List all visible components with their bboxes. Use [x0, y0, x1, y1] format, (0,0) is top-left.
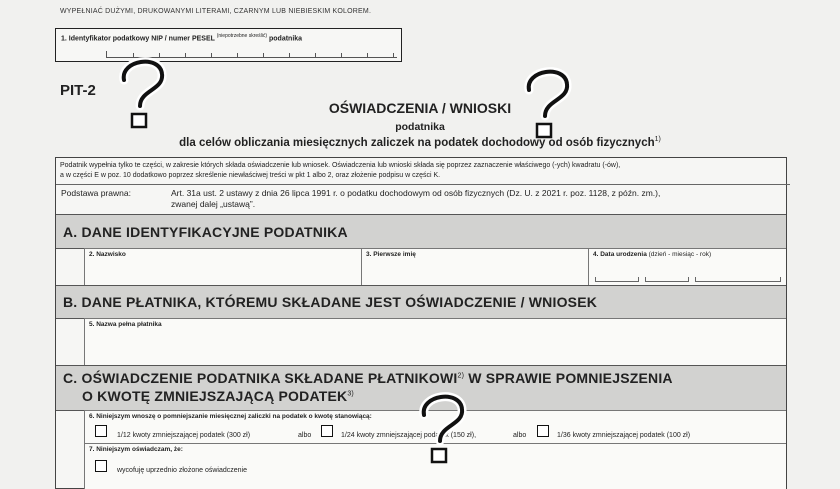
section-c-field-6: 6. Niniejszym wnoszę o pomniejszanie miesięcznej zaliczki na podatek o kwotę stanowiącą: 1/12 kwoty zmniejszającej podatek (300 zł) albo 1/24 kwoty zmniejszającej podatek (150 zł), albo 1/36 kwoty zmniejszającej podatek (100 zł) [84, 410, 786, 443]
nip-pesel-box[interactable] [55, 28, 402, 62]
form-code: PIT-2 [60, 82, 96, 99]
legal-basis-label: Podstawa prawna: [61, 188, 131, 198]
legal-basis-text: Art. 31a ust. 2 ustawy z dnia 26 lipca 1991 r. o podatku dochodowym od osób fizycznych (Dz. U. z 2021 r. poz. 1128, z późn. zm.), zwanej dalej „ustawą”. [171, 188, 661, 209]
birth-date-slots [595, 277, 775, 282]
page-title: OŚWIADCZENIA / WNIOSKI [328, 100, 512, 116]
birth-date-field[interactable]: 4. Data urodzenia (dzień - miesiąc - rok) [588, 249, 787, 285]
section-c-field-7: 7. Niniejszym oświadczam, że: wycofuję uprzednio złożone oświadczenie [84, 443, 786, 489]
option-1-12-label: 1/12 kwoty zmniejszającej podatek (300 zł) [117, 432, 251, 439]
top-instruction: WYPEŁNIAĆ DUŻYMI, DRUKOWANYMI LITERAMI, CZARNYM LUB NIEBIESKIM KOLOREM. [60, 8, 372, 15]
question-mark-icon [110, 50, 170, 130]
nip-label: 1. Identyfikator podatkowy NIP / numer PESEL $^{(niepotrzebne skreślić)}$ podatnika [61, 33, 303, 43]
payer-name-field[interactable]: 5. Nazwa pełna płatnika [84, 319, 787, 365]
question-mark-icon [515, 60, 575, 140]
option-1-12-checkbox[interactable] [95, 425, 107, 437]
withdraw-checkbox[interactable] [95, 460, 107, 472]
page-subtitle: podatnika [395, 121, 445, 133]
section-a-header: A. DANE IDENTYFIKACYJNE PODATNIKA [56, 214, 786, 249]
option-1-24-label: 1/24 kwoty zmniejszającej podatek (150 zł), [341, 432, 477, 439]
or-label: albo [298, 432, 312, 439]
section-b-fields [84, 318, 786, 365]
first-name-field[interactable]: 3. Pierwsze imię [361, 249, 588, 285]
section-c-header: C. OŚWIADCZENIE PODATNIKA SKŁADANE PŁATNIKOWI$^{2)}$ W SPRAWIE POMNIEJSZENIA O KWOTĘ ZMNIEJSZAJĄCĄ PODATEK$^{3)}$ [56, 365, 786, 411]
section-a-fields [84, 248, 786, 285]
instructions: Podatnik wypełnia tylko te części, w zakresie których składa oświadczenie lub wniosek. Oświadczenia lub wnioski składa się poprzez zaznaczenie właściwego (-ych) kwadratu (-ów), a w części E w poz. 10 dodatkowo poprzez skreślenie niewłaściwej treści w pkt 1 albo 2, oraz złożenie podpisu w części K. [56, 158, 790, 185]
section-b-header: B. DANE PŁATNIKA, KTÓREMU SKŁADANE JEST OŚWIADCZENIE / WNIOSEK [56, 285, 786, 319]
or-label-2: albo [513, 432, 527, 439]
page-subtitle-2: dla celów obliczania miesięcznych zaliczek na podatek dochodowy od osób fizycznych$^{1)}$ [179, 136, 661, 149]
option-1-36-checkbox[interactable] [537, 425, 549, 437]
option-1-24-checkbox[interactable] [321, 425, 333, 437]
option-1-36-label: 1/36 kwoty zmniejszającej podatek (100 zł) [557, 432, 691, 439]
withdraw-label: wycofuję uprzednio złożone oświadczenie [117, 467, 247, 474]
question-mark-icon [410, 385, 470, 465]
surname-field[interactable]: 2. Nazwisko [84, 249, 361, 285]
